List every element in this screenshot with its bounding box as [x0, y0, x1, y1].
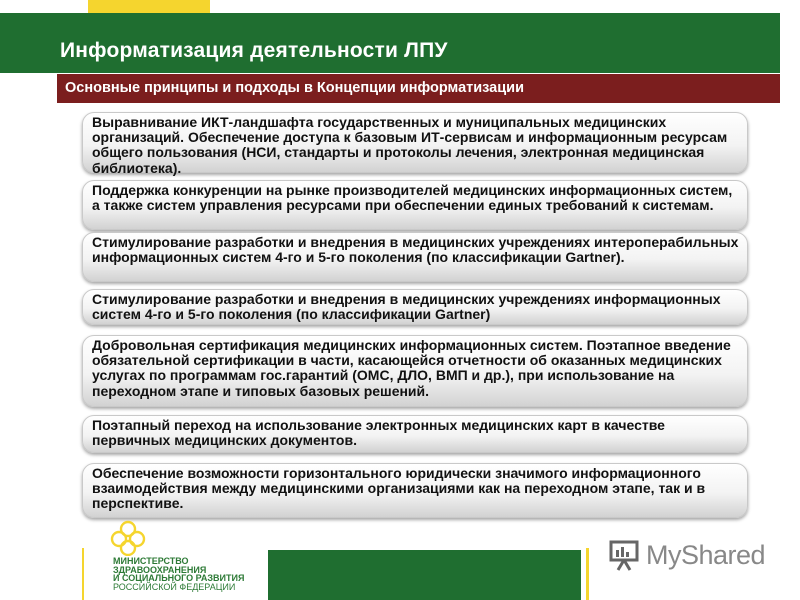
- principle-text: Выравнивание ИКТ-ландшафта государственных и муниципальных медицинских организаций. Обеспечение доступа к базовым ИТ-сервисам и информационным ресурсам общего пользования (НСИ, стандарты и протоколы лечения, электронная медицинская библиотека).: [92, 114, 728, 176]
- principle-text: Поддержка конкуренции на рынке производителей медицинских информационных систем, а также систем управления ресурсами при обеспечении единых требований к системам.: [92, 182, 733, 214]
- subtitle-bar: [57, 74, 780, 103]
- presentation-board-icon: [608, 538, 642, 572]
- principle-text: Добровольная сертификация медицинских информационных систем. Поэтапное введение обязательной сертификации в части, касающейся отчетности об оказанных медицинских услугах по программам гос.гарантий (ОМС, ДЛО, ВМП и др.), при использование на переходном этапе и типовых базовых решений.: [92, 337, 731, 399]
- ministry-line: РОССИЙСКОЙ ФЕДЕРАЦИИ: [113, 581, 236, 592]
- principle-item-2: [82, 180, 748, 230]
- principle-text: Поэтапный переход на использование электронных медицинских карт в качестве первичных медицинских документов.: [92, 417, 665, 449]
- ministry-line: МИНИСТЕРСТВО: [113, 556, 189, 566]
- principle-item-6: [82, 415, 748, 453]
- principle-text: Стимулирование разработки и внедрения в медицинских учреждениях интероперабильных информационных систем 4-го и 5-го поколения (по классификации Gartner).: [92, 234, 739, 266]
- principle-item-4: [82, 289, 748, 325]
- principle-text: Обеспечение возможности горизонтального юридически значимого информационного взаимодействия между медицинскими организациями как на переходном этапе, так и в перспективе.: [92, 465, 706, 512]
- brand-name: MyShared: [646, 540, 766, 570]
- footer-divider-left: [82, 548, 84, 600]
- footer-green-block: [268, 550, 581, 600]
- myshared-watermark: [608, 538, 768, 574]
- principle-item-3: [82, 232, 748, 282]
- ministry-line: И СОЦИАЛЬНОГО РАЗВИТИЯ: [113, 573, 245, 583]
- ministry-emblem-icon: [108, 520, 148, 556]
- principle-item-5: [82, 335, 748, 407]
- principle-text: Стимулирование разработки и внедрения в медицинских учреждениях информационных систем 4-го и 5-го поколения (по классификации Gartner): [92, 291, 721, 323]
- ministry-logo-text: [113, 557, 244, 591]
- page-title: Информатизация деятельности ЛПУ: [60, 39, 448, 62]
- page-subtitle: Основные принципы и подходы в Концепции информатизации: [65, 80, 524, 96]
- principle-item-7: [82, 463, 748, 518]
- ministry-line: ЗДРАВООХРАНЕНИЯ: [113, 564, 207, 575]
- principle-item-1: [82, 112, 748, 176]
- title-bar: [0, 13, 780, 73]
- header-accent-tab: [88, 0, 210, 13]
- footer-divider-right: [586, 548, 589, 600]
